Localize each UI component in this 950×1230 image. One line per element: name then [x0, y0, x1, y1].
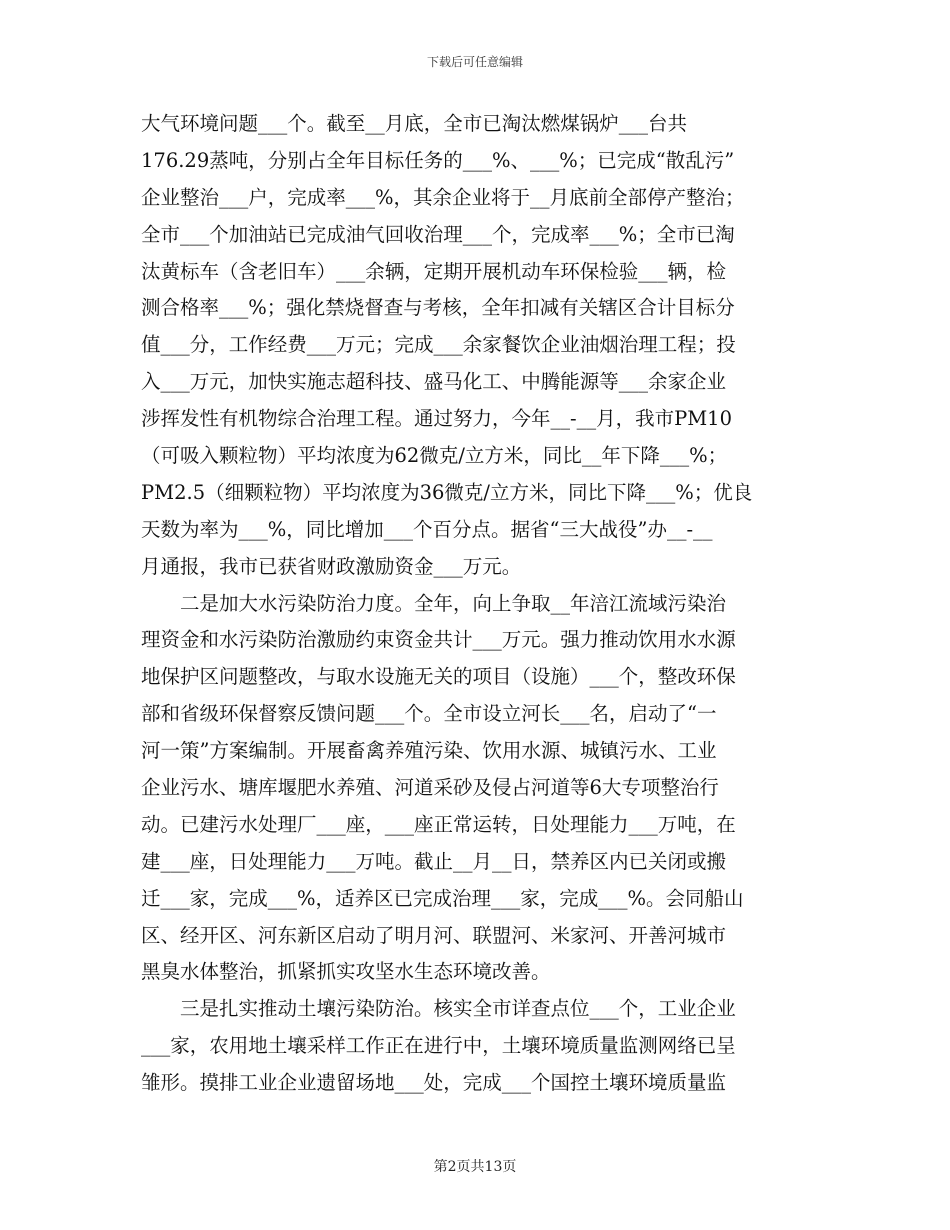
- text-line: 天数为率为___%，同比增加___个百分点。据省“三大战役”办__-__: [141, 517, 713, 541]
- text-line: 区、经开区、河东新区启动了明月河、联盟河、米家河、开善河城市: [141, 923, 727, 947]
- text-line: 迁___家，完成___%，适养区已完成治理___家，完成___%。会同船山: [141, 886, 744, 910]
- text-line: 三是扎实推动土壤污染防治。核实全市详查点位___个，工业企业: [141, 997, 736, 1021]
- page-number: 第2页共13页: [433, 1159, 517, 1175]
- text-line: 值___分，工作经费___万元；完成___余家餐饮企业油烟治理工程；投: [141, 333, 736, 357]
- text-line: 月通报，我市已获省财政激励资金___万元。: [141, 554, 522, 578]
- document-body: [141, 106, 821, 1102]
- text-line: 汰黄标车（含老旧车）___余辆，定期开展机动车环保检验___辆，检: [141, 259, 727, 283]
- page-header-note: 下载后可任意编辑: [426, 55, 523, 69]
- text-line: 动。已建污水处理厂___座，___座正常运转，日处理能力___万吨，在: [141, 812, 736, 836]
- text-line: 雏形。摸排工业企业遗留场地___处，完成___个国控土壤环境质量监: [141, 1071, 727, 1095]
- text-line: 176.29蒸吨，分别占全年目标任务的___%、___%；已完成“散乱污”: [141, 148, 735, 172]
- text-line: 部和省级环保督察反馈问题___个。全市设立河长___名，启动了“一: [141, 702, 717, 726]
- text-line: （可吸入颗粒物）平均浓度为62微克/立方米，同比__年下降___%；: [141, 444, 728, 468]
- text-line: 全市___个加油站已完成油气回收治理___个，完成率___%；全市已淘: [141, 222, 735, 246]
- text-line: 企业污水、塘库堰肥水养殖、河道采砂及侵占河道等6大专项整治行: [141, 776, 719, 800]
- text-line: 测合格率___%；强化禁烧督查与考核，全年扣减有关辖区合计目标分: [141, 296, 735, 320]
- text-line: 二是加大水污染防治力度。全年，向上争取__年涪江流域污染治: [141, 591, 727, 615]
- text-line: 河一策”方案编制。开展畜禽养殖污染、饮用水源、城镇污水、工业: [141, 739, 717, 763]
- text-line: ___家，农用地土壤采样工作正在进行中，土壤环境质量监测网络已呈: [141, 1034, 736, 1058]
- text-line: PM2.5（细颗粒物）平均浓度为36微克/立方米，同比下降___%；优良: [141, 480, 753, 504]
- text-line: 入___万元，加快实施志超科技、盛马化工、中腾能源等___余家企业: [141, 370, 727, 394]
- text-line: 企业整治___户，完成率___%，其余企业将于__月底前全部停产整治；: [141, 185, 745, 209]
- text-line: 理资金和水污染防治激励约束资金共计___万元。强力推动饮用水水源: [141, 628, 736, 652]
- text-line: 建___座，日处理能力___万吨。截止__月__日，禁养区内已关闭或搬: [141, 849, 727, 873]
- text-line: 大气环境问题___个。截至__月底，全市已淘汰燃煤锅炉___台共: [141, 112, 688, 135]
- text-line: 黑臭水体整治，抓紧抓实攻坚水生态环境改善。: [141, 960, 551, 984]
- text-line: 地保护区问题整改，与取水设施无关的项目（设施）___个，整改环保: [141, 665, 736, 689]
- text-line: 涉挥发性有机物综合治理工程。通过努力，今年__-__月，我市PM10: [141, 407, 732, 431]
